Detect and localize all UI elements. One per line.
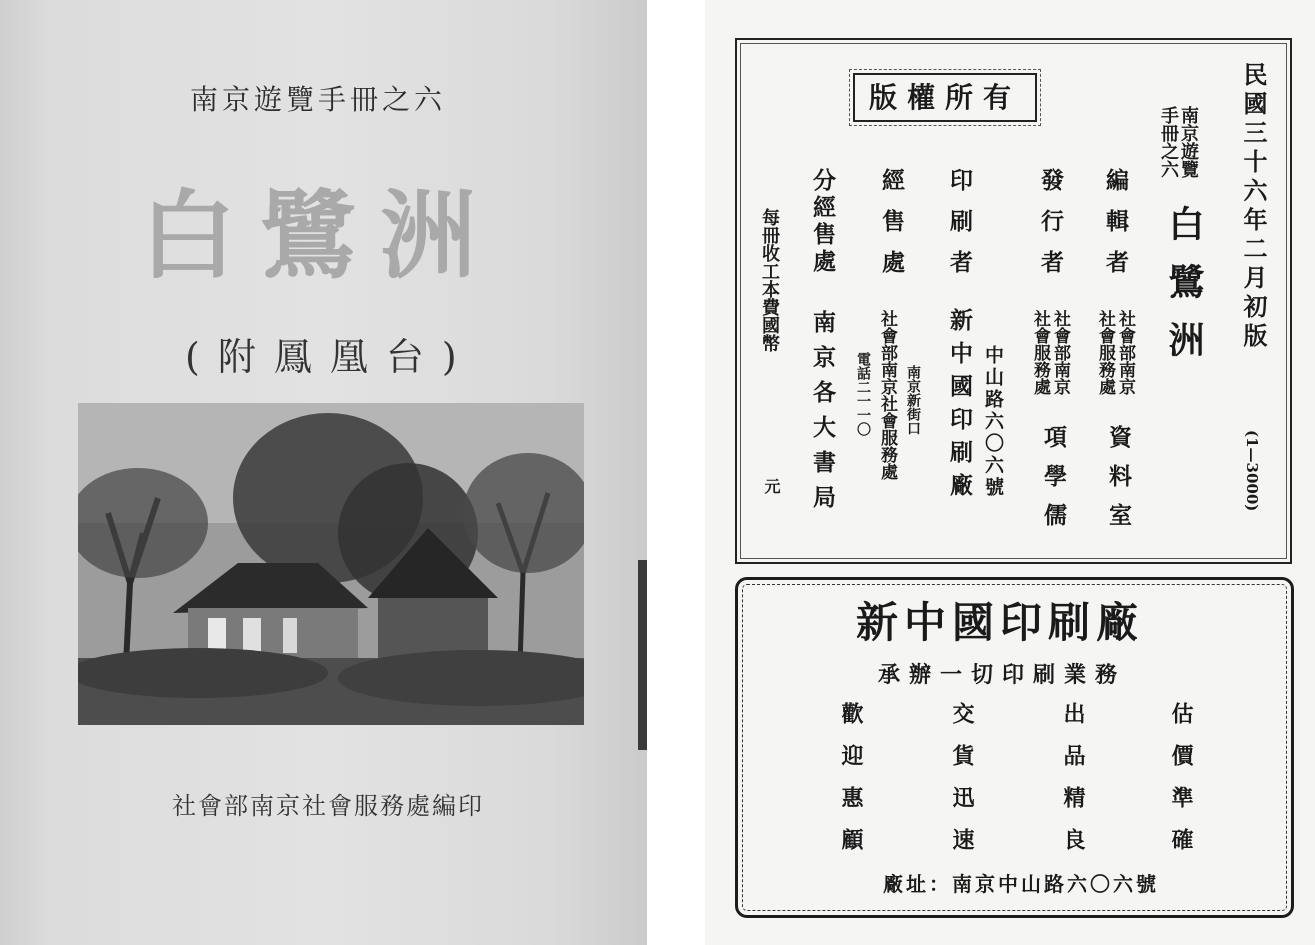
printing-house-advert [735, 577, 1294, 918]
advert-column-4: 歡迎惠顧 [838, 702, 864, 870]
printer-address: 中山路六〇六號 [982, 345, 1004, 499]
issuer-label: 發行者 [1037, 168, 1064, 291]
issuer-value: 項學儒 [1040, 425, 1067, 542]
editor-value: 資料室 [1105, 425, 1132, 542]
advert-column-3: 交貨迅速 [949, 702, 975, 870]
distributor-phone: 電話二一一〇 [855, 352, 871, 436]
issuer-org-line2: 社會服務處 [1030, 310, 1050, 395]
copyright-box: 版權所有 [853, 73, 1037, 122]
distributor-label: 經售處 [878, 168, 905, 291]
cover-publisher: 社會部南京社會服務處編印 [172, 792, 484, 820]
editor-org-line1: 社會部南京 [1115, 310, 1135, 395]
distributor-value: 社會部南京社會服務處 [877, 310, 897, 480]
printer-label: 印刷者 [946, 168, 973, 291]
colophon-series: 南京遊覽手冊之六 [1158, 106, 1199, 178]
issuer-org-line1: 社會部南京 [1050, 310, 1070, 395]
colophon-book-title: 白鷺洲 [1163, 205, 1205, 379]
printer-value: 新中國印刷廠 [946, 308, 973, 506]
colophon-page [705, 0, 1315, 945]
advert-slogan: 承辦一切印刷業務 [878, 662, 1127, 688]
advert-company-name: 新中國印刷廠 [856, 598, 1145, 647]
photo-illustration [78, 403, 584, 725]
advert-column-1: 估價準確 [1168, 702, 1194, 870]
advert-column-2: 出品精良 [1060, 702, 1086, 870]
price-label: 每冊收工本費國幣 [759, 208, 780, 352]
sub-distributor-label: 分經售處 [809, 168, 836, 276]
price-unit: 元 [762, 478, 781, 494]
distributor-location: 南京新街口 [905, 365, 921, 435]
book-spine-edge [638, 560, 647, 750]
cover-main-title: 白鷺洲 [140, 179, 500, 292]
cover-series-title: 南京遊覽手冊之六 [190, 83, 447, 116]
advert-address: 廠址：南京中山路六〇六號 [883, 872, 1159, 896]
cover-subtitle: (附鳳凰台) [185, 335, 475, 379]
editor-org-line2: 社會服務處 [1095, 310, 1115, 395]
edition-date: 民國三十六年二月初版 [1239, 62, 1268, 352]
editor-label: 編輯者 [1102, 168, 1129, 291]
print-run: (1—3000) [1243, 430, 1261, 512]
sub-distributor-value: 南京各大書局 [809, 310, 836, 520]
cover-page [0, 0, 647, 945]
pavilion-trees-photo [78, 403, 584, 725]
